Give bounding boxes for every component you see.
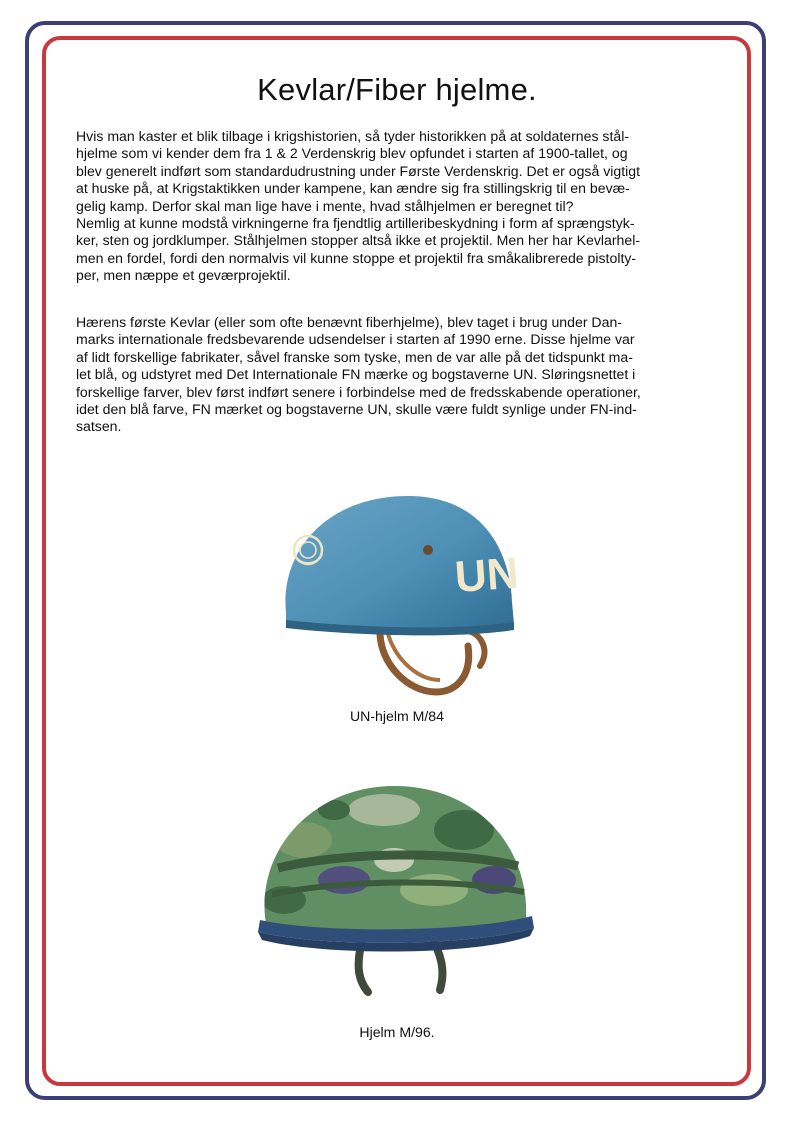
figure-caption-2: Hjelm M/96. <box>359 1024 435 1040</box>
rivet-icon <box>423 545 433 555</box>
page-title: Kevlar/Fiber hjelme. <box>257 72 537 107</box>
paragraph-1 <box>76 128 718 285</box>
paragraph-2 <box>76 314 718 436</box>
camo-helmet-photo <box>244 770 544 1005</box>
un-helmet-photo <box>268 484 530 704</box>
paragraph-1-text: Hvis man kaster et blik tilbage i krigshistorien, så tyder historikken på at soldaternes stål- hjelme som vi kender dem fra 1 & 2 Verdenskrig blev opfundet i starten af 1900-tallet, og blev generelt indført som standardudrustning under Første Verdenskrig. Det er også vigtigt at huske på, at Krigstaktikken under kampene, kan ændre sig fra stillingskrig til en bevæ- gelig kamp. Derfor skal man lige have i mente, hvad stålhjelmen er beregnet til? Nemlig at kunne modstå virkningerne fra fjendtlig artilleribeskydning i form af sprængstyk- ker, sten og jordklumper. Stålhjelmen stopper altså ikke et projektil. Men her har Kevlarhel- men en fordel, fordi den normalvis vil kunne stoppe et projektil fra småkalibrerede pistolty- per, men næppe et geværprojektil. <box>76 128 641 284</box>
figure-caption-1: UN-hjelm M/84 <box>350 708 444 724</box>
un-helmet-letters: UN <box>453 548 521 602</box>
paragraph-2-text: Hærens første Kevlar (eller som ofte benævnt fiberhjelme), blev taget i brug under Dan- marks internationale fredsbevarende udsendelser i starten af 1990 erne. Disse hjelme var af lidt forskellige fabrikater, såvel franske som tyske, men de var alle på det tidspunkt ma- let blå, og udstyret med Det Internationale FN mærke og bogstaverne UN. Sløringsnettet i forskellige farver, blev først indført senere i forbindelse med de fredsskabende operationer, idet den blå farve, FN mærket og bogstaverne UN, skulle være fuldt synlige under FN-ind- satsen. <box>76 314 641 435</box>
